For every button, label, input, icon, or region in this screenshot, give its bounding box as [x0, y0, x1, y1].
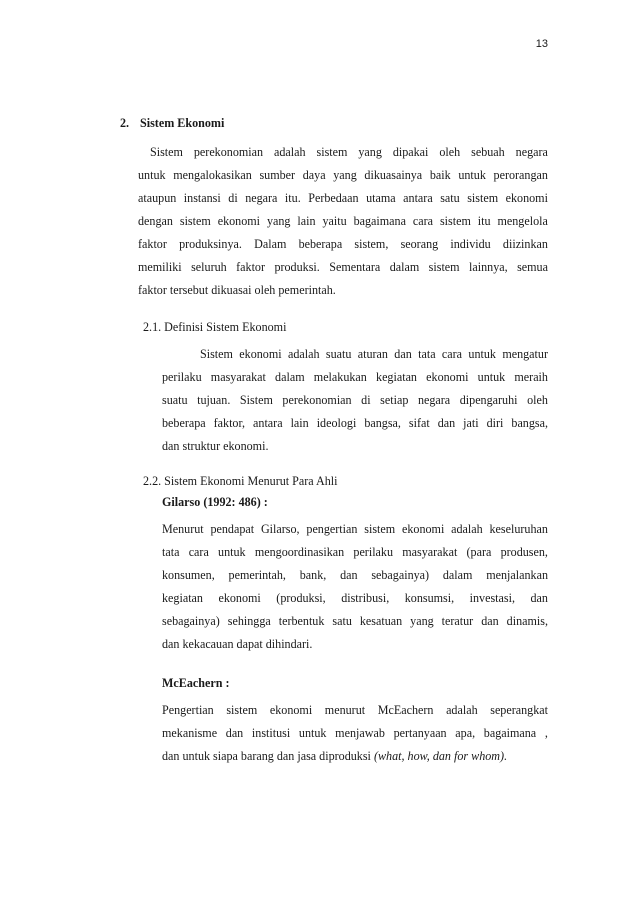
- text-line: faktor tersebut dikuasai oleh pemerintah.: [138, 283, 336, 297]
- text-line: mekanisme dan institusi untuk menjawab pertanyaan apa, bagaimana ,: [162, 726, 548, 740]
- section-heading: [120, 116, 224, 131]
- expert-name-gilarso: Gilarso (1992: 486) :: [162, 495, 268, 509]
- text-line: dan struktur ekonomi.: [162, 439, 269, 453]
- text-line: suatu tujuan. Sistem perekonomian di setiap negara dipengaruhi oleh: [162, 393, 548, 407]
- text-line: tata cara untuk mengoordinasikan perilaku masyarakat (para produsen,: [162, 545, 548, 559]
- text-line: memiliki seluruh faktor produksi. Sementara dalam sistem lainnya, semua: [138, 260, 548, 274]
- text-line: dengan sistem ekonomi yang lain yaitu bagaimana cara sistem itu mengelola: [138, 214, 548, 228]
- text-line: Sistem ekonomi adalah suatu aturan dan tata cara untuk mengatur: [200, 347, 548, 361]
- section-number: 2.: [120, 116, 130, 130]
- text-line: sebagainya) sehingga terbentuk satu kesatuan yang teratur dan dinamis,: [162, 614, 548, 628]
- text-line: faktor produksinya. Dalam beberapa sistem, seorang individu diizinkan: [138, 237, 548, 251]
- text-line: Pengertian sistem ekonomi menurut McEachern adalah seperangkat: [162, 703, 548, 717]
- text-line: untuk mengalokasikan sumber daya yang dikuasainya baik untuk perorangan: [138, 168, 548, 182]
- text-line: dan kekacauan dapat dihindari.: [162, 637, 313, 651]
- subsection-heading-2-2: 2.2. Sistem Ekonomi Menurut Para Ahli: [143, 474, 338, 488]
- text-line: dan untuk siapa barang dan jasa diproduksi (what, how, dan for whom).: [162, 749, 508, 763]
- expert-name-mceachern: McEachern :: [162, 676, 230, 690]
- page-number: 13: [535, 38, 548, 50]
- subsection-heading-2-1: 2.1. Definisi Sistem Ekonomi: [143, 320, 287, 334]
- text-line: Sistem perekonomian adalah sistem yang dipakai oleh sebuah negara: [150, 145, 548, 159]
- italic-phrase: (what, how, dan for whom).: [373, 749, 508, 763]
- text-line: beberapa faktor, antara lain ideologi bangsa, sifat dan jati diri bangsa,: [162, 416, 548, 430]
- text-line: perilaku masyarakat dalam melakukan kegiatan ekonomi untuk meraih: [162, 370, 548, 384]
- gilarso-paragraph: [162, 518, 548, 656]
- text-line: kegiatan ekonomi (produksi, distribusi, konsumsi, investasi, dan: [162, 591, 548, 605]
- mceachern-paragraph: [162, 699, 548, 768]
- text-line: konsumen, pemerintah, bank, dan sebagainya) dalam menjalankan: [162, 568, 548, 582]
- section-paragraph: [138, 141, 548, 302]
- definition-paragraph: [162, 343, 548, 458]
- section-title: Sistem Ekonomi: [140, 116, 225, 130]
- text-line: Menurut pendapat Gilarso, pengertian sistem ekonomi adalah keseluruhan: [162, 522, 548, 536]
- text-line: ataupun instansi di negara itu. Perbedaan utama antara satu sistem ekonomi: [138, 191, 548, 205]
